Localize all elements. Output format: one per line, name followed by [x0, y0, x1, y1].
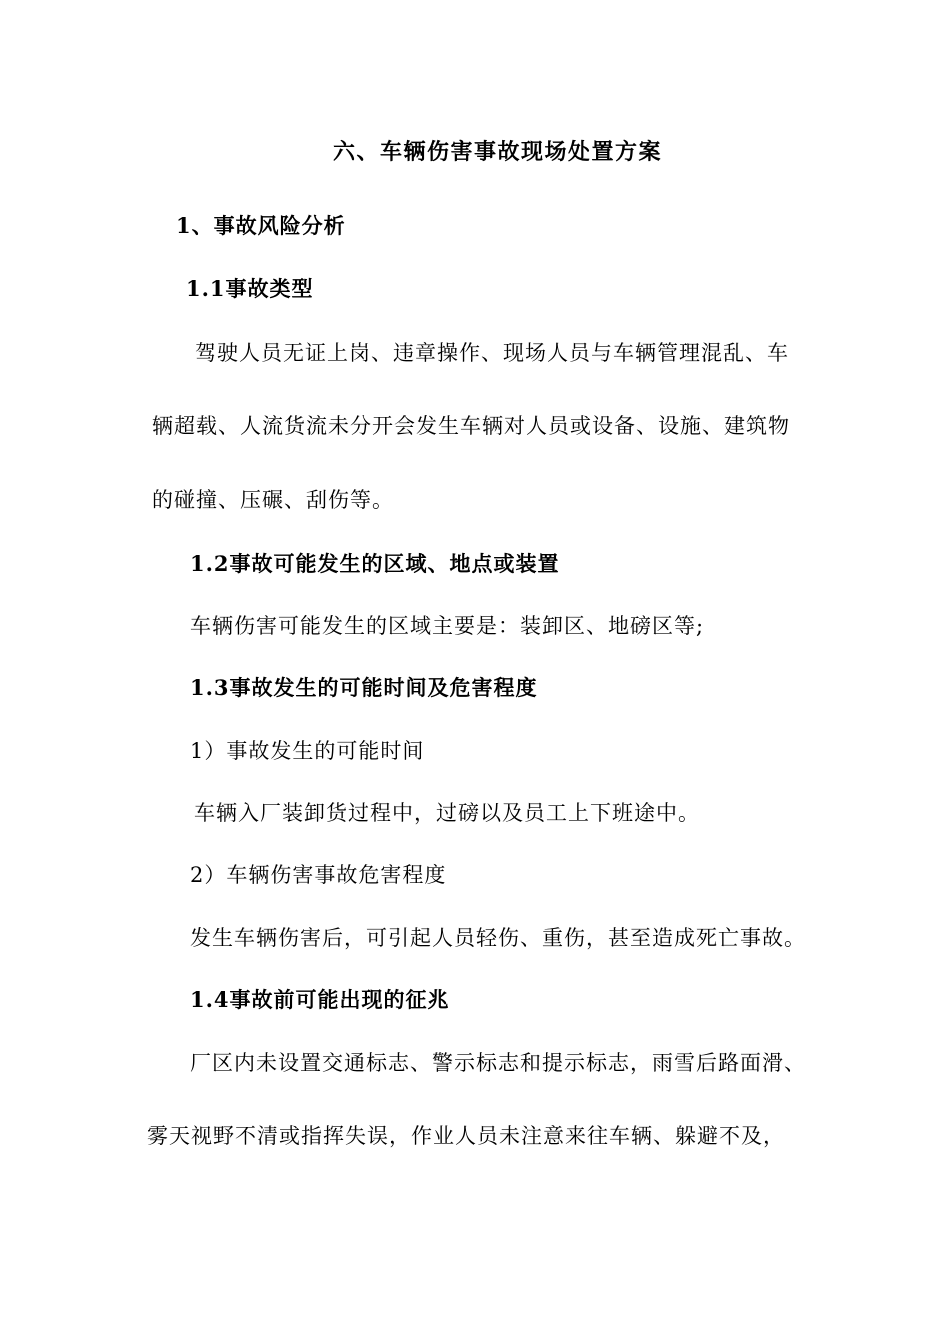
paragraph-line: 车辆入厂装卸货过程中，过磅以及员工上下班途中。 — [194, 801, 700, 825]
subsection-heading-1-1: 1.1事故类型 — [186, 276, 314, 301]
paragraph-line: 雾天视野不清或指挥失误，作业人员未注意来往车辆、躲避不及， — [147, 1124, 785, 1148]
paragraph-line: 的碰撞、压碾、刮伤等。 — [152, 488, 394, 512]
paragraph-line: 厂区内未设置交通标志、警示标志和提示标志，雨雪后路面滑、 — [190, 1051, 806, 1075]
list-item-label: 1）事故发生的可能时间 — [190, 739, 425, 763]
list-item-label: 2）车辆伤害事故危害程度 — [190, 863, 447, 887]
subsection-heading-1-2: 1.2事故可能发生的区域、地点或装置 — [190, 551, 560, 576]
subsection-heading-1-4: 1.4事故前可能出现的征兆 — [190, 987, 450, 1012]
paragraph-line: 车辆伤害可能发生的区域主要是：装卸区、地磅区等; — [190, 614, 705, 638]
paragraph-line: 辆超载、人流货流未分开会发生车辆对人员或设备、设施、建筑物 — [152, 414, 790, 438]
paragraph-line: 驾驶人员无证上岗、违章操作、现场人员与车辆管理混乱、车 — [195, 341, 789, 365]
page-title: 六、车辆伤害事故现场处置方案 — [333, 139, 663, 165]
paragraph-line: 发生车辆伤害后，可引起人员轻伤、重伤，甚至造成死亡事故。 — [190, 926, 806, 950]
subsection-heading-1-3: 1.3事故发生的可能时间及危害程度 — [190, 675, 538, 700]
section-heading-1: 1、事故风险分析 — [176, 213, 346, 238]
